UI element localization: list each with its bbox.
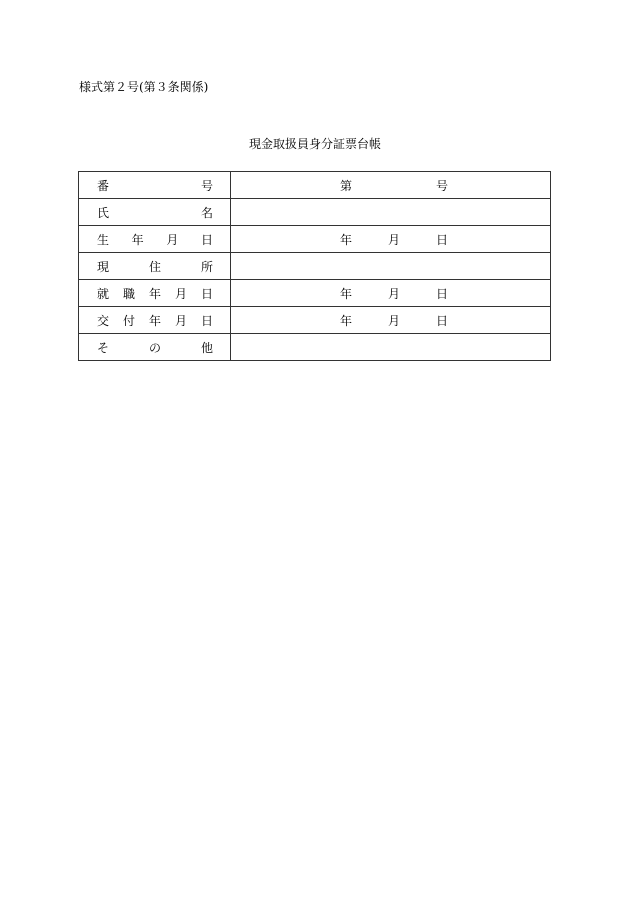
row-birthdate xyxy=(79,226,551,253)
label-char: 生 xyxy=(97,232,110,247)
label-char: 月 xyxy=(166,232,179,247)
row-number xyxy=(79,172,551,199)
label-char: そ xyxy=(97,340,110,355)
label-issue-date xyxy=(79,312,230,329)
label-cell xyxy=(79,280,231,307)
value-cell xyxy=(231,334,551,361)
label-cell xyxy=(79,253,231,280)
label-cell xyxy=(79,334,231,361)
label-char: 住 xyxy=(148,259,161,274)
label-char: 月 xyxy=(174,286,187,301)
label-char: の xyxy=(148,340,161,355)
label-cell xyxy=(79,172,231,199)
value-cell xyxy=(231,172,551,199)
label-cell xyxy=(79,226,231,253)
document-title: 現金取扱員身分証票台帳 xyxy=(248,137,381,151)
label-char: 日 xyxy=(200,286,213,301)
label-char: 所 xyxy=(200,259,213,274)
value-date xyxy=(231,312,550,329)
value-char: 月 xyxy=(388,232,401,247)
label-char: 号 xyxy=(200,178,213,193)
value-char: 日 xyxy=(436,313,449,328)
row-other xyxy=(79,334,551,361)
value-char: 日 xyxy=(436,232,449,247)
label-char: 他 xyxy=(200,340,213,355)
value-char: 日 xyxy=(436,286,449,301)
label-char: 氏 xyxy=(97,205,110,220)
row-employment-date xyxy=(79,280,551,307)
row-address xyxy=(79,253,551,280)
label-char: 年 xyxy=(148,313,161,328)
value-char: 第 xyxy=(340,178,353,193)
value-char: 年 xyxy=(340,313,353,328)
label-char: 月 xyxy=(174,313,187,328)
value-cell xyxy=(231,226,551,253)
label-char: 交 xyxy=(97,313,110,328)
label-employment-date xyxy=(79,285,230,302)
label-char: 現 xyxy=(97,259,110,274)
label-name xyxy=(79,204,230,221)
value-date xyxy=(231,285,550,302)
label-char: 年 xyxy=(148,286,161,301)
label-address xyxy=(79,258,230,275)
label-char: 職 xyxy=(122,286,135,301)
label-char: 就 xyxy=(97,286,110,301)
label-cell xyxy=(79,307,231,334)
value-number xyxy=(231,177,550,194)
form-number: 様式第２号(第３条関係) xyxy=(79,80,209,94)
value-char: 月 xyxy=(388,313,401,328)
value-char: 年 xyxy=(340,232,353,247)
value-char: 月 xyxy=(388,286,401,301)
label-char: 番 xyxy=(97,178,110,193)
label-char: 年 xyxy=(131,232,144,247)
value-char: 年 xyxy=(340,286,353,301)
label-char: 名 xyxy=(200,205,213,220)
value-cell xyxy=(231,199,551,226)
label-cell xyxy=(79,199,231,226)
row-issue-date xyxy=(79,307,551,334)
label-char: 日 xyxy=(200,313,213,328)
value-date xyxy=(231,231,550,248)
value-char: 号 xyxy=(436,178,449,193)
label-number xyxy=(79,177,230,194)
label-other xyxy=(79,339,230,356)
value-cell xyxy=(231,253,551,280)
label-char: 日 xyxy=(200,232,213,247)
value-cell xyxy=(231,280,551,307)
label-char: 付 xyxy=(122,313,135,328)
value-cell xyxy=(231,307,551,334)
ledger-table xyxy=(78,171,551,361)
row-name xyxy=(79,199,551,226)
label-birthdate xyxy=(79,231,230,248)
